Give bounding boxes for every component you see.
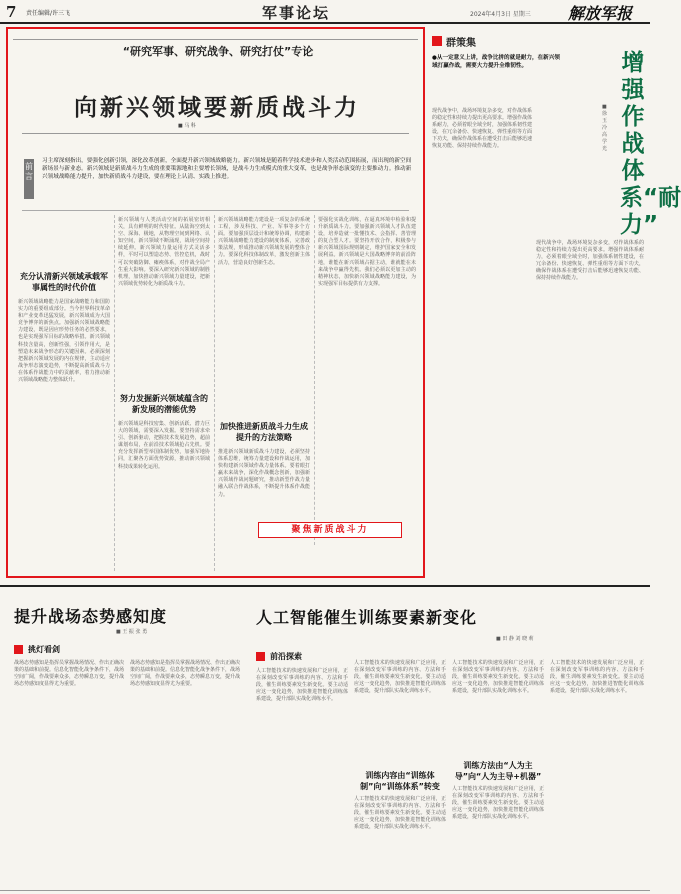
column-divider [114, 215, 115, 571]
bottom-left-column-name: 挑灯看剑 [28, 645, 60, 654]
bottom-right-byline: ■ 田 静 刘 晓 莉 [496, 636, 534, 642]
bottom-right-body-3: 人工智能技术的快速发展和广泛应用，正在深刻改变军事训练的内容、方法和手段，催生训练要素发生新变化。要主动适应这一变化趋势，加快推进智能化训练体系建设，提升部队实战化训练水平。 [354, 796, 446, 831]
issue-date: 2024年4月3日 星期三 [470, 11, 531, 18]
bottom-left-byline: ■ 王 振 张 勇 [116, 629, 148, 635]
column-divider [214, 215, 215, 571]
feature-kicker: “研究军事、研究战争、研究打仗”专论 [122, 45, 314, 58]
body-column-2: 新兴领域与人类活动空间的拓展密切相关，具有鲜明的时代特征。从陆海空到太空、深海、极地，从物理空间到网络、认知空间，新兴领域不断涌现，战场空间持续延伸。新兴领域力量运用方式灵活多样，平时可以塑造态势、管控危机，战时可以突破防御、瘫痪体系，对作战全局产生重大影响。要深入研究新兴领域的制胜机理，加快推动新兴领域力量建设，把新兴领域优势转化为新质战斗力。 [118, 217, 210, 287]
feature-byline: ■ 马 科 [178, 123, 196, 129]
page-number: 7 [6, 3, 17, 21]
bottom-left-title: 提升战场态势感知度 [14, 607, 168, 626]
feature-title-rule [22, 133, 409, 134]
body-column-2b: 新兴领域是科技密集、创新活跃、潜力巨大的领域，需要深入发掘。要坚持需求牵引、创新驱动，把握技术发展趋势，超前谋划布局，在前沿技术领域抢占先机。要充分发挥新型举国体制优势，加强军地协同，汇聚各方面优势资源，推动新兴领域科技成果转化运用。 [118, 421, 210, 470]
subheading-3: 加快推进新质战斗力生成提升的方法策略 [220, 422, 308, 442]
preface-tag: 前言 [24, 159, 34, 199]
bottom-right-column-name: 前沿探索 [270, 652, 302, 661]
feature-article [6, 27, 425, 578]
feature-top-rule [13, 39, 418, 40]
body-column-1: 新兴领域战略能力是国家战略能力和国防实力的重要组成部分。当今世界科技革命和产业变革迅猛发展，新兴领域成为大国竞争博弈的新焦点。加强新兴领域战略能力建设，既是因应形势任务的必然要求，也是实现强军目标的战略举措。新兴领域科技含量高，创新性强，引领作用大，是塑造未来战争形态的关键因素。必须深刻把握新兴领域发展的内在规律，主动适应战争形态演变趋势，不断提高新质战斗力在体系作战能力中的贡献率，着力推动新兴领域战略能力整体跃升。 [18, 299, 110, 384]
feature-title: 向新兴领域要新质战斗力 [74, 95, 360, 121]
bottom-left-body-1: 战场态势感知是指挥员掌握战场情况、作出正确决策的基础和前提。信息化智能化战争条件下，战场空间广阔，作战要素众多，态势瞬息万变，提升战场态势感知度显得尤为重要。 [14, 660, 125, 688]
section-title: 军事论坛 [262, 4, 331, 22]
section-separator [0, 585, 650, 587]
body-column-3: 新兴领域战略能力建设是一项复杂的系统工程，涉及科技、产业、军事等多个方面。要加强顶层设计和统筹协调，构建新兴领域战略能力建设的制度体系，完善政策法规，形成推动新兴领域发展的整体合力。要深化科技体制改革，激发创新主体活力，营造良好创新生态。 [218, 217, 310, 266]
bottom-right-body-1: 人工智能技术的快速发展和广泛应用，正在深刻改变军事训练的内容、方法和手段，催生训练要素发生新变化。要主动适应这一变化趋势，加快推进智能化训练体系建设，提升部队实战化训练水平。 [256, 668, 348, 703]
bottom-right-title: 人工智能催生训练要素新变化 [256, 608, 478, 627]
right-body-2: 现代战争中，战场环境复杂多变，对作战体系的稳定性和持续力提出更高要求。增强作战体系耐力，必须着眼全域全时，加强体系韧性建设，在冗余备份、快速恢复、弹性重组等方面下功夫，确保作战体系在遭受打击后能够迅速恢复功能、保持持续作战能力。 [536, 240, 644, 282]
newspaper-logo: 解放军报 [568, 4, 633, 23]
right-title: 增强作战体系“耐力” [620, 50, 681, 238]
column-divider [314, 215, 315, 545]
subheading-2: 努力发掘新兴领域蕴含的新发展的潜能优势 [120, 394, 208, 414]
bottom-left-body-2: 战场态势感知是指挥员掌握战场情况、作出正确决策的基础和前提。信息化智能化战争条件下，战场空间广阔，作战要素众多，态势瞬息万变，提升战场态势感知度显得尤为重要。 [130, 660, 241, 688]
footer-rule [0, 890, 650, 891]
subheading-1: 充分认清新兴领域承载军事属性的时代价值 [20, 272, 108, 292]
column-marker-icon [256, 652, 265, 661]
column-marker-icon [14, 645, 23, 654]
bottom-right-body-2: 人工智能技术的快速发展和广泛应用，正在深刻改变军事训练的内容、方法和手段，催生训练要素发生新变化。要主动适应这一变化趋势，加快推进智能化训练体系建设，提升部队实战化训练水平。 [354, 660, 446, 695]
bottom-right-body-6: 人工智能技术的快速发展和广泛应用，正在深刻改变军事训练的内容、方法和手段，催生训练要素发生新变化。要主动适应这一变化趋势，加快推进智能化训练体系建设，提升部队实战化训练水平。 [550, 660, 644, 695]
body-column-3b: 推进新兴领域新质战斗力建设，必须坚持体系思维，统筹力量建设和作战运用，加快构建新兴领域作战力量体系。要着眼打赢未来战争，深化作战概念创新，加强新兴领域作战问题研究，推动新型作战力量融入联合作战体系，不断提升体系作战能力。 [218, 449, 310, 498]
bottom-right-subheading-1: 训练内容由“训练体制”向“训练体系”转变 [360, 771, 440, 791]
bottom-right-body-5: 人工智能技术的快速发展和广泛应用，正在深刻改变军事训练的内容、方法和手段，催生训练要素发生新变化。要主动适应这一变化趋势，加快推进智能化训练体系建设，提升部队实战化训练水平。 [452, 786, 544, 821]
bottom-right-body-4: 人工智能技术的快速发展和广泛应用，正在深刻改变军事训练的内容、方法和手段，催生训练要素发生新变化。要主动适应这一变化趋势，加快推进智能化训练体系建设，提升部队实战化训练水平。 [452, 660, 544, 695]
column-marker-icon [432, 36, 442, 46]
right-byline: ■ 徐 玉 冷 高 学 光 [602, 104, 608, 152]
editor-credit: 责任编辑/许三飞 [26, 10, 71, 17]
right-intro: ●从一定意义上讲，战争比拼的就是耐力，在新兴领域打赢作战，需要大力提升全维韧性。 [432, 55, 560, 69]
feature-summary: 习主席深刻指出，要强化创新引领，深化改革创新，全面提升新兴领域战略能力。新兴领域是随着科学技术进步和人类活动范围拓展，而出现的新空间新场景与新业态。新兴领域是新质战斗力生成的重要策源地和主要增长领域，是战斗力生成模式的重大变革，也是战争形态演变的主要推动力。推动新兴领域战略能力提升，加快新质战斗力建设，要在理论上认清、实践上推进。 [42, 158, 412, 180]
column-name: 群策集 [446, 38, 476, 49]
feature-end-banner: 聚焦新质战斗力 [258, 522, 402, 538]
body-column-4: 要强化实战化训练，在逼真环境中检验和提升新质战斗力。要加强新兴领域人才队伍建设，培养造就一批懂技术、会指挥、善管理的复合型人才。要坚持开放合作，积极参与新兴领域国际规则制定，维护国家安全和发展利益。新兴领域是大国战略博弈的前沿阵地，谁能在新兴领域占据主动，谁就能在未来战争中赢得先机。我们必须以更加主动的精神状态，加快新兴领域战略能力建设，为实现强军目标提供有力支撑。 [318, 217, 416, 287]
bottom-right-subheading-2: 训练方法由“人为主导”向“人为主导+机器” [454, 761, 542, 781]
page-header [0, 0, 650, 24]
right-body-1: 现代战争中，战场环境复杂多变，对作战体系的稳定性和持续力提出更高要求。增强作战体系耐力，必须着眼全域全时，加强体系韧性建设，在冗余备份、快速恢复、弹性重组等方面下功夫，确保作战体系在遭受打击后能够迅速恢复功能、保持持续作战能力。 [432, 108, 533, 150]
summary-rule [22, 210, 409, 211]
header-rule [0, 22, 650, 24]
